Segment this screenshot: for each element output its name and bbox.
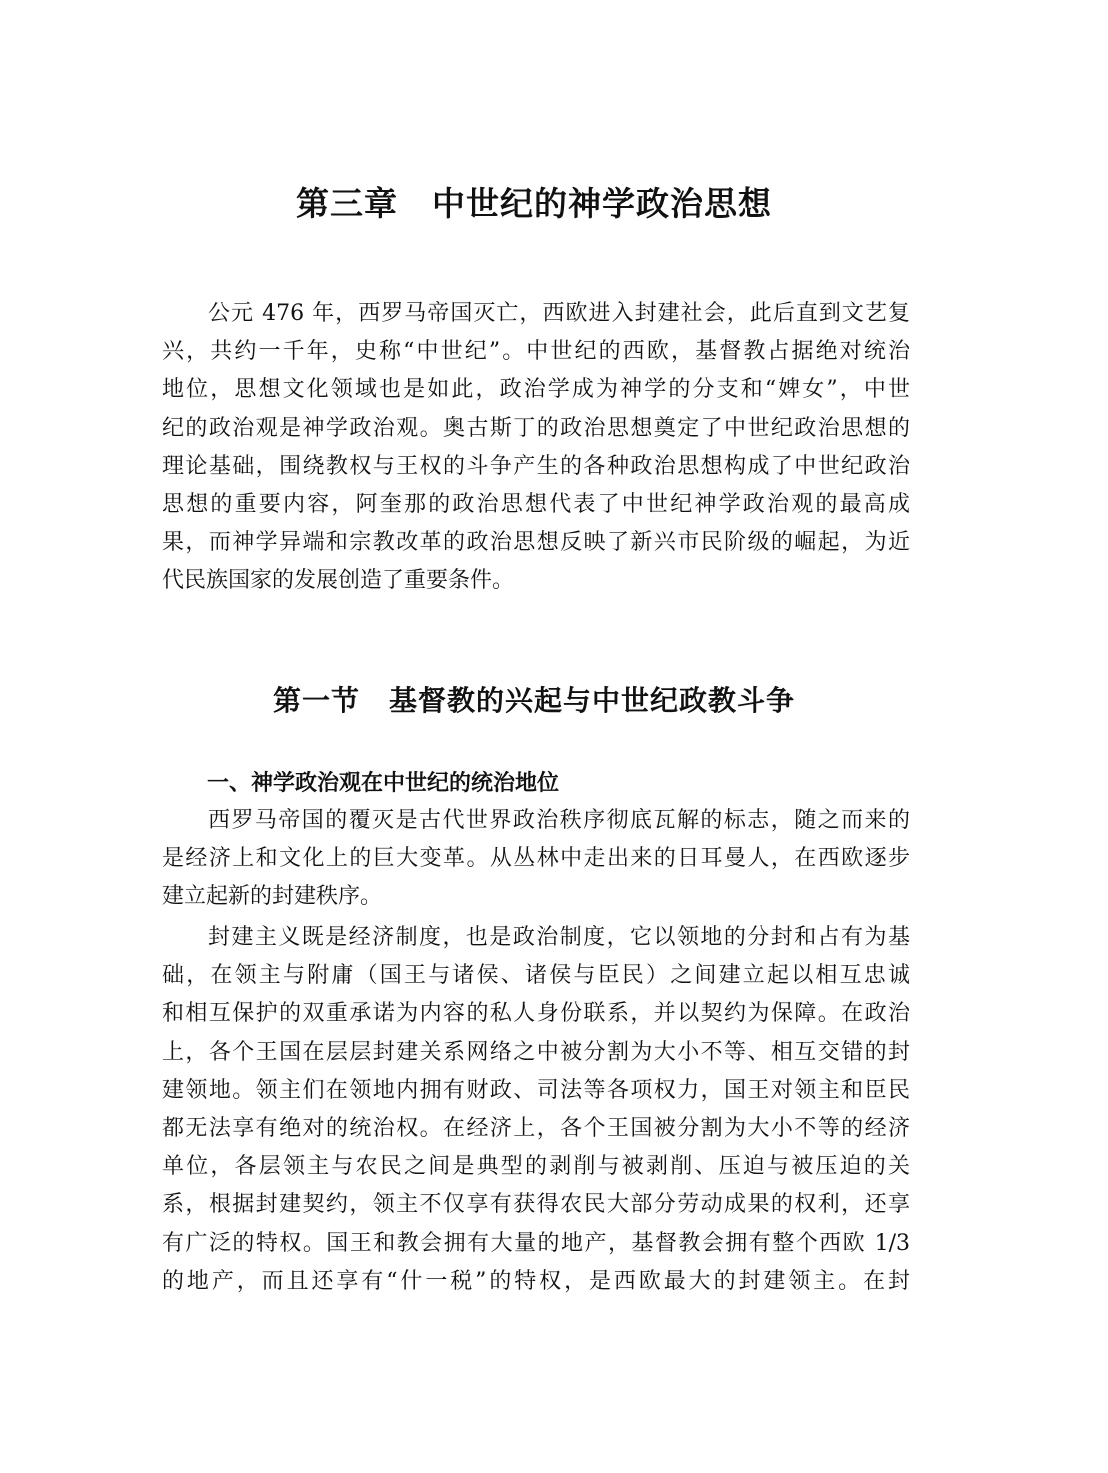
text-line: 理论基础，围绕教权与王权的斗争产生的各种政治思想构成了中世纪政治: [162, 453, 910, 479]
section-title: 第一节 基督教的兴起与中世纪政教斗争: [272, 684, 795, 717]
text-line: 兴，共约一千年，史称“中世纪”。中世纪的西欧，基督教占据绝对统治: [162, 339, 910, 365]
text-line: 公元 476 年，西罗马帝国灭亡，西欧进入封建社会，此后直到文艺复: [208, 301, 910, 326]
text-line: 纪的政治观是神学政治观。奥古斯丁的政治思想奠定了中世纪政治思想的: [162, 415, 910, 441]
text-line: 西罗马帝国的覆灭是古代世界政治秩序彻底瓦解的标志，随之而来的: [208, 808, 910, 833]
text-line: 有广泛的特权。国王和教会拥有大量的地产，基督教会拥有整个西欧 1/3: [162, 1230, 910, 1256]
text-line: 单位，各层领主与农民之间是典型的剥削与被剥削、压迫与被压迫的关: [162, 1154, 910, 1180]
text-line: 代民族国家的发展创造了重要条件。: [162, 568, 515, 594]
text-line: 系，根据封建契约，领主不仅享有获得农民大部分劳动成果的权利，还享: [162, 1192, 910, 1218]
text-line: 的地产，而且还享有“什一税”的特权，是西欧最大的封建领主。在封: [162, 1268, 910, 1294]
text-line: 建立起新的封建秩序。: [162, 884, 383, 910]
text-line: 都无法享有绝对的统治权。在经济上，各个王国被分割为大小不等的经济: [162, 1115, 910, 1141]
intro-paragraph: [162, 295, 910, 601]
chapter-title: 第三章 中世纪的神学政治思想: [296, 184, 772, 223]
subsection-title: 一、神学政治观在中世纪的统治地位: [207, 771, 560, 796]
text-line: 和相互保护的双重承诺为内容的私人身份联系，并以契约为保障。在政治: [162, 1001, 910, 1027]
text-line: 地位，思想文化领域也是如此，政治学成为神学的分支和“婢女”，中世: [162, 377, 910, 403]
text-line: 封建主义既是经济制度，也是政治制度，它以领地的分封和占有为基: [208, 925, 910, 950]
text-line: 果，而神学异端和宗教改革的政治思想反映了新兴市民阶级的崛起，为近: [162, 530, 910, 556]
text-line: 上，各个王国在层层封建关系网络之中被分割为大小不等、相互交错的封: [162, 1039, 910, 1065]
text-line: 是经济上和文化上的巨大变革。从丛林中走出来的日耳曼人，在西欧逐步: [162, 846, 910, 872]
text-line: 础，在领主与附庸（国王与诸侯、诸侯与臣民）之间建立起以相互忠诚: [162, 963, 910, 989]
text-line: 建领地。领主们在领地内拥有财政、司法等各项权力，国王对领主和臣民: [162, 1077, 910, 1103]
text-line: 思想的重要内容，阿奎那的政治思想代表了中世纪神学政治观的最高成: [162, 491, 910, 517]
body-paragraph-1: [162, 802, 910, 917]
body-paragraph-2: [162, 919, 910, 1301]
